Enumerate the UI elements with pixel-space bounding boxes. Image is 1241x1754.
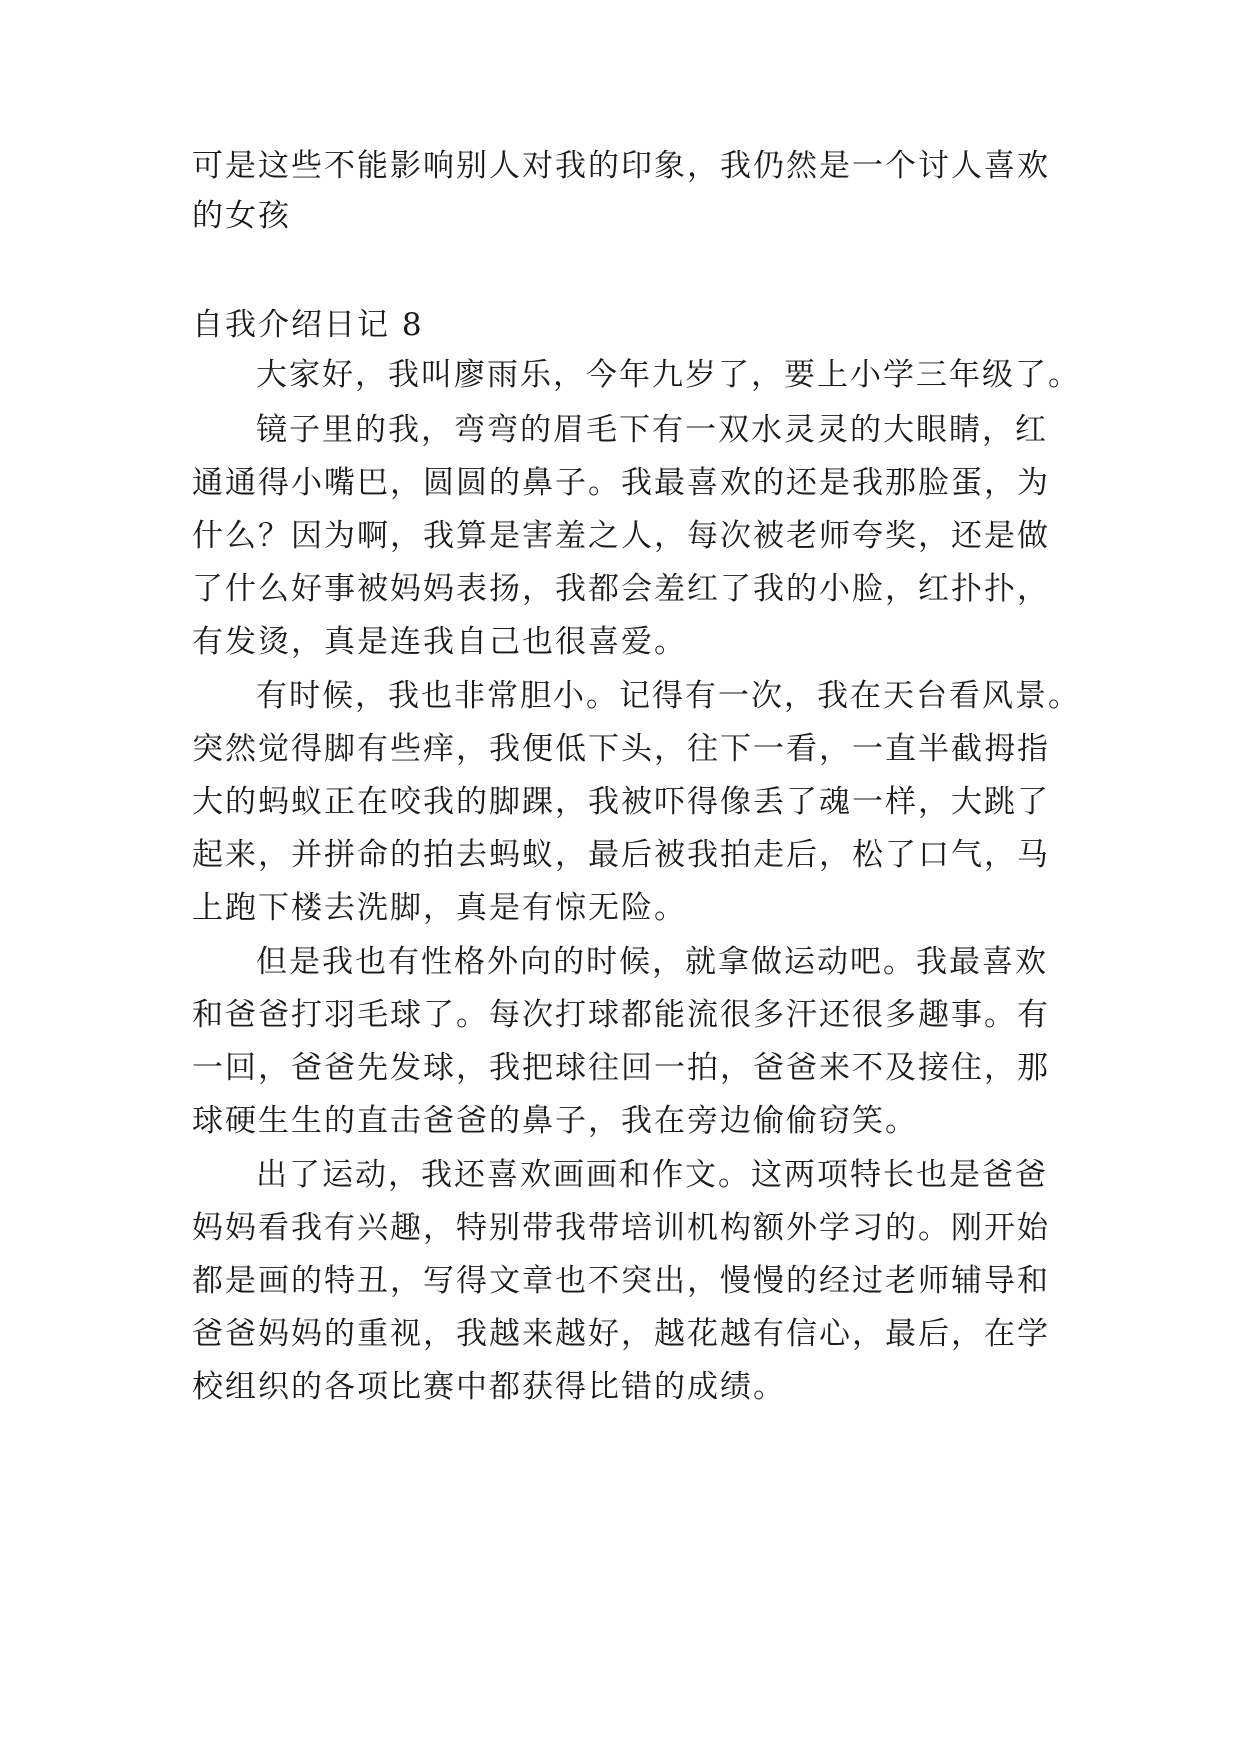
text-line: 都是画的特丑，写得文章也不突出，慢慢的经过老师辅导和 — [192, 1263, 1050, 1299]
text-line: 上跑下楼去洗脚，真是有惊无险。 — [192, 890, 687, 926]
text-line: 起来，并拼命的拍去蚂蚁，最后被我拍走后，松了口气，马 — [192, 837, 1050, 873]
text-line: 镜子里的我，弯弯的眉毛下有一双水灵灵的大眼睛，红 — [256, 412, 1048, 448]
text-line: 有发烫，真是连我自己也很喜爱。 — [192, 624, 687, 660]
text-line: 球硬生生的直击爸爸的鼻子，我在旁边偷偷窃笑。 — [192, 1103, 918, 1139]
text-line: 突然觉得脚有些痒，我便低下头，往下一看，一直半截拇指 — [192, 731, 1050, 767]
text-line: 一回，爸爸先发球，我把球往回一拍，爸爸来不及接住，那 — [192, 1050, 1050, 1086]
text-line: 的女孩 — [192, 198, 291, 234]
text-line: 但是我也有性格外向的时候，就拿做运动吧。我最喜欢 — [256, 944, 1048, 980]
text-line: 大家好，我叫廖雨乐，今年九岁了，要上小学三年级了。 — [256, 357, 1081, 393]
text-line: 了什么好事被妈妈表扬，我都会羞红了我的小脸，红扑扑， — [192, 571, 1050, 607]
text-line: 通通得小嘴巴，圆圆的鼻子。我最喜欢的还是我那脸蛋，为 — [192, 465, 1050, 501]
text-line: 出了运动，我还喜欢画画和作文。这两项特长也是爸爸 — [256, 1157, 1048, 1193]
text-line: 校组织的各项比赛中都获得比错的成绩。 — [192, 1369, 786, 1405]
section-heading: 自我介绍日记 8 — [192, 307, 424, 343]
text-line: 可是这些不能影响别人对我的印象，我仍然是一个讨人喜欢 — [192, 148, 1050, 184]
text-line: 有时候，我也非常胆小。记得有一次，我在天台看风景。 — [256, 678, 1081, 714]
text-line: 什么？因为啊，我算是害羞之人，每次被老师夸奖，还是做 — [192, 518, 1050, 554]
text-line: 和爸爸打羽毛球了。每次打球都能流很多汗还很多趣事。有 — [192, 997, 1050, 1033]
text-line: 爸爸妈妈的重视，我越来越好，越花越有信心，最后，在学 — [192, 1316, 1050, 1352]
text-line: 大的蚂蚁正在咬我的脚踝，我被吓得像丢了魂一样，大跳了 — [192, 784, 1050, 820]
text-line: 妈妈看我有兴趣，特别带我带培训机构额外学习的。刚开始 — [192, 1210, 1050, 1246]
